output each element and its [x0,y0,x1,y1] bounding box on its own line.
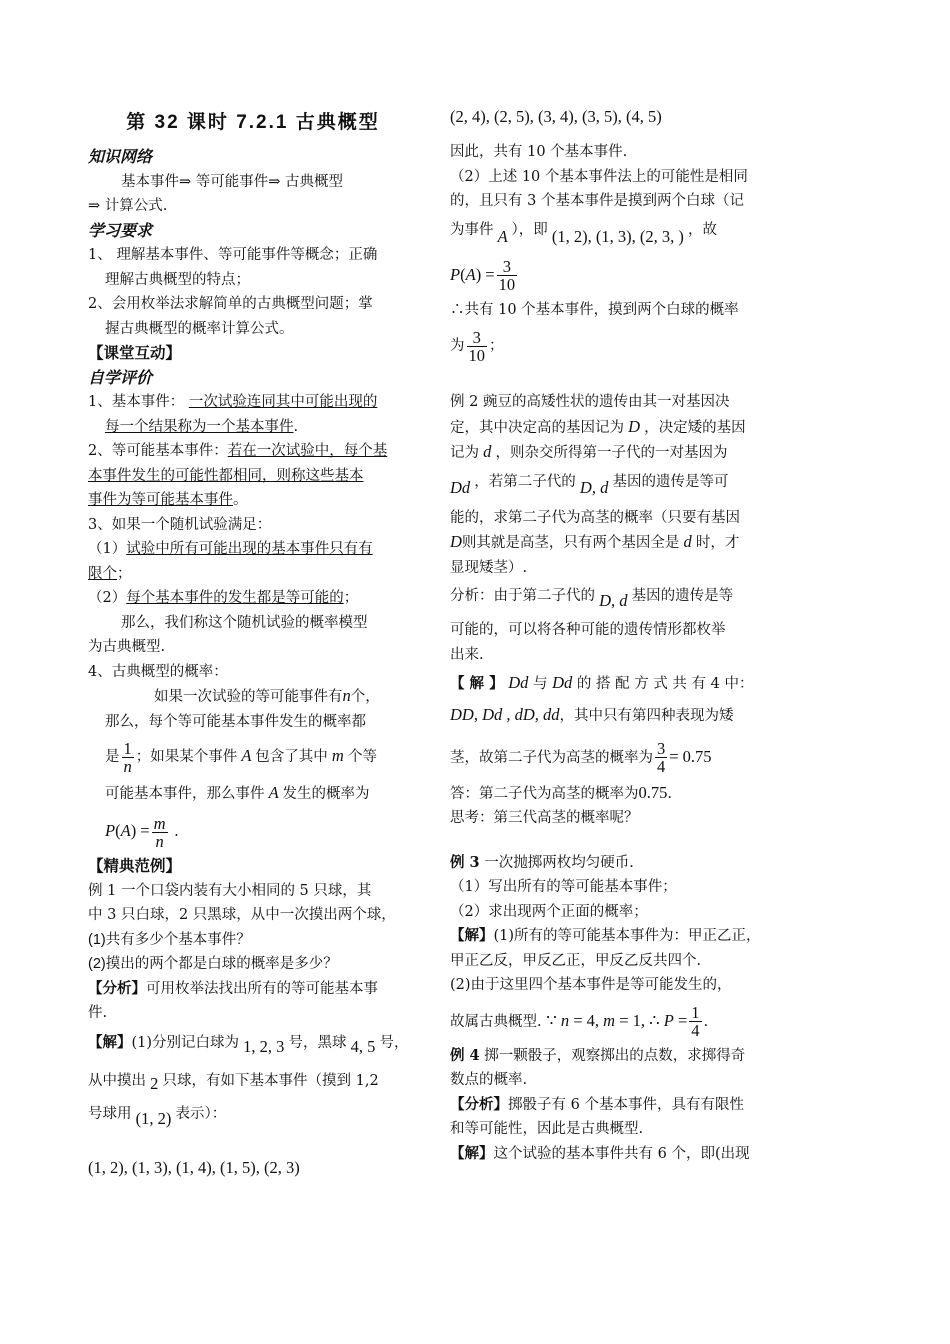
item-equal-events-cont: 事件为等可能基本事件。 [88,492,248,508]
example-1-pairs: (1, 2), (1, 3), (1, 4), (1, 5), (2, 3) [88,1157,300,1177]
example-1-part2: 为事件 A ），即 (1, 2), (1, 3), (2, 3, ) ，故 [450,221,717,246]
probability-formula: P(A) = $\frac{m}{n}$ . [105,813,179,851]
requirement-item: 2、会用枚举法求解简单的古典概型问题；掌 [88,296,373,312]
item-equal-events-cont: 本事件发生的可能性都相同，则称这些基本 [88,467,364,484]
example-2: 定，其中决定高的基因记为 D ，决定矮的基因 [450,416,746,436]
probability-text: 那么，每个等可能基本事件发生的概率都 [105,713,366,730]
example-3-solution: (2)由于这里四个基本事件是等可能发生的， [450,977,732,993]
condition-2: （2）每个基本事件的发生都是等可能的； [88,590,359,606]
item-basic-event: 1、基本事件： 一次试验连同其中可能出现的 [88,394,378,410]
example-2-analysis: 可能的，可以将各种可能的遗传情形都枚举 [450,622,726,638]
classical-definition: 那么，我们称这个随机试验的概率模型 [121,614,368,631]
example-2-answer: 答：第二子代为高茎的概率为0.75. [450,782,672,802]
example-3-question: （1）写出所有的等可能基本事件； [450,879,677,895]
example-3: 例 3 一次抛掷两枚均匀硬币. [450,853,634,871]
example-1-question: (2)摸出的两个都是白球的概率是多少？ [88,956,338,972]
requirement-item: 握古典概型的概率计算公式。 [105,320,294,337]
example-2: 例 2 豌豆的高矮性状的遗传由其一对基因决 [450,394,730,410]
condition-1: （1）试验中所有可能出现的基本事件只有有 [88,541,373,557]
example-3-solution: 【解】(1)所有的等可能基本事件为：甲正乙正， [450,927,761,944]
probability-text: 是 $\frac{1}{n}$ ；如果某个事件 A 包含了其中 m 个等 [105,738,377,776]
example-3-question: （2）求出现两个正面的概率； [450,903,648,920]
example-1: 中 3 只白球，2 只黑球，从中一次摸出两个球， [88,907,396,923]
item-basic-event-cont: 每一个结果称为一个基本事件. [105,418,299,435]
requirement-item: 1、 理解基本事件、等可能事件等概念；正确 [88,247,378,263]
example-1-solution: 号球用 (1, 2) 表示）： [88,1105,227,1128]
example-1-formula: P(A) = $\frac{3}{10}$ [450,257,516,294]
example-1-conclusion: ∴共有 10 个基本事件，摸到两个白球的概率 [450,301,739,318]
item-equal-events: 2、等可能基本事件：若在一次试验中，每个基 [88,443,388,459]
example-2-think: 思考：第三代高茎的概率呢？ [450,810,639,826]
example-2: 记为 d ，则杂交所得第一子代的一对基因为 [450,442,728,461]
example-1-analysis: 件. [88,1005,108,1021]
requirements-heading: 学习要求 [88,220,153,240]
example-1-conclusion: 为 $\frac{3}{10}$ ； [450,327,504,365]
example-2-solution: 茎，故第二子代为高茎的概率为 $\frac{3}{4}$ = 0.75 [450,739,712,776]
example-4-analysis: 和等可能性，因此是古典概型. [450,1121,644,1137]
example-3-solution: 故属古典概型. ∵ n = 4, m = 1, ∴ P = $\frac{1}{4}$ . [450,1003,709,1040]
example-4: 数点的概率. [450,1072,528,1088]
example-2-analysis: 分析：由于第二子代的 D, d 基因的遗传是等 [450,588,734,610]
example-3-solution: 甲正乙反，甲反乙正，甲反乙反共四个. [450,952,702,969]
class-heading: 【课堂互动】 [88,343,182,362]
example-1-count: 因此，共有 10 个基本事件. [450,144,628,160]
network-line: 基本事件⇒ 等可能事件⇒ 古典概型 [121,173,344,190]
example-1-part2: （2）上述 10 个基本事件法上的可能性是相同 [450,168,748,185]
example-4: 例 4 掷一颗骰子，观察掷出的点数，求掷得奇 [450,1046,746,1064]
requirement-item: 理解古典概型的特点； [105,271,250,288]
page-title: 第 32 课时 7.2.1 古典概型 [126,112,380,133]
example-1-solution: 从中摸出 2 只球，有如下基本事件（摸到 1,2 [88,1072,379,1093]
left-column [88,100,418,1180]
example-2-solution: 【 解 】 Dd 与 Dd 的 搭 配 方 式 共 有 4 中： [450,673,754,692]
example-1-pairs: (2, 4), (2, 5), (3, 4), (3, 5), (4, 5) [450,107,662,126]
example-1-analysis: 【分析】可用枚举法找出所有的等可能基本事 [88,979,378,997]
example-2-solution: DD, Dd , dD, dd，其中只有第四种表现为矮 [450,704,734,724]
classical-definition-cont: 为古典概型. [88,639,166,655]
probability-text: 可能基本事件，那么事件 A 发生的概率为 [105,783,370,802]
example-4-analysis: 【分析】掷骰子有 6 个基本事件，具有有限性 [450,1095,744,1113]
example-2: 能的，求第二子代为高茎的概率（只要有基因 [450,509,740,526]
example-4-solution: 【解】这个试验的基本事件共有 6 个，即(出现 [450,1144,750,1162]
condition-1-cont: 限个； [88,565,132,582]
examples-heading: 【精典范例】 [88,856,182,875]
example-2: 显现矮茎）. [450,559,528,576]
item-probability: 4、古典概型的概率： [88,663,228,680]
probability-text: 如果一次试验的等可能事件有n个， [154,686,380,705]
self-eval-heading: 自学评价 [88,367,153,387]
example-1-question: (1)共有多少个基本事件？ [88,931,251,948]
network-line: ⇒ 计算公式. [88,198,168,214]
example-1-part2: 的，且只有 3 个基本事件是摸到两个白球（记 [450,193,744,209]
example-1: 例 1 一个口袋内装有大小相同的 5 只球，其 [88,882,372,899]
right-column [450,100,785,1166]
example-2: Dd ，若第二子代的 D, d 基因的遗传是等可 [450,473,729,497]
item-conditions: 3、如果一个随机试验满足： [88,516,272,533]
example-2-analysis: 出来. [450,646,484,663]
network-heading: 知识网络 [88,147,153,166]
example-1-solution: 【解】(1)分别记白球为 1, 2, 3 号，黑球 4, 5 号， [88,1033,409,1056]
example-2: D则其就是高茎，只有两个基因全是 d 时，才 [450,532,740,551]
